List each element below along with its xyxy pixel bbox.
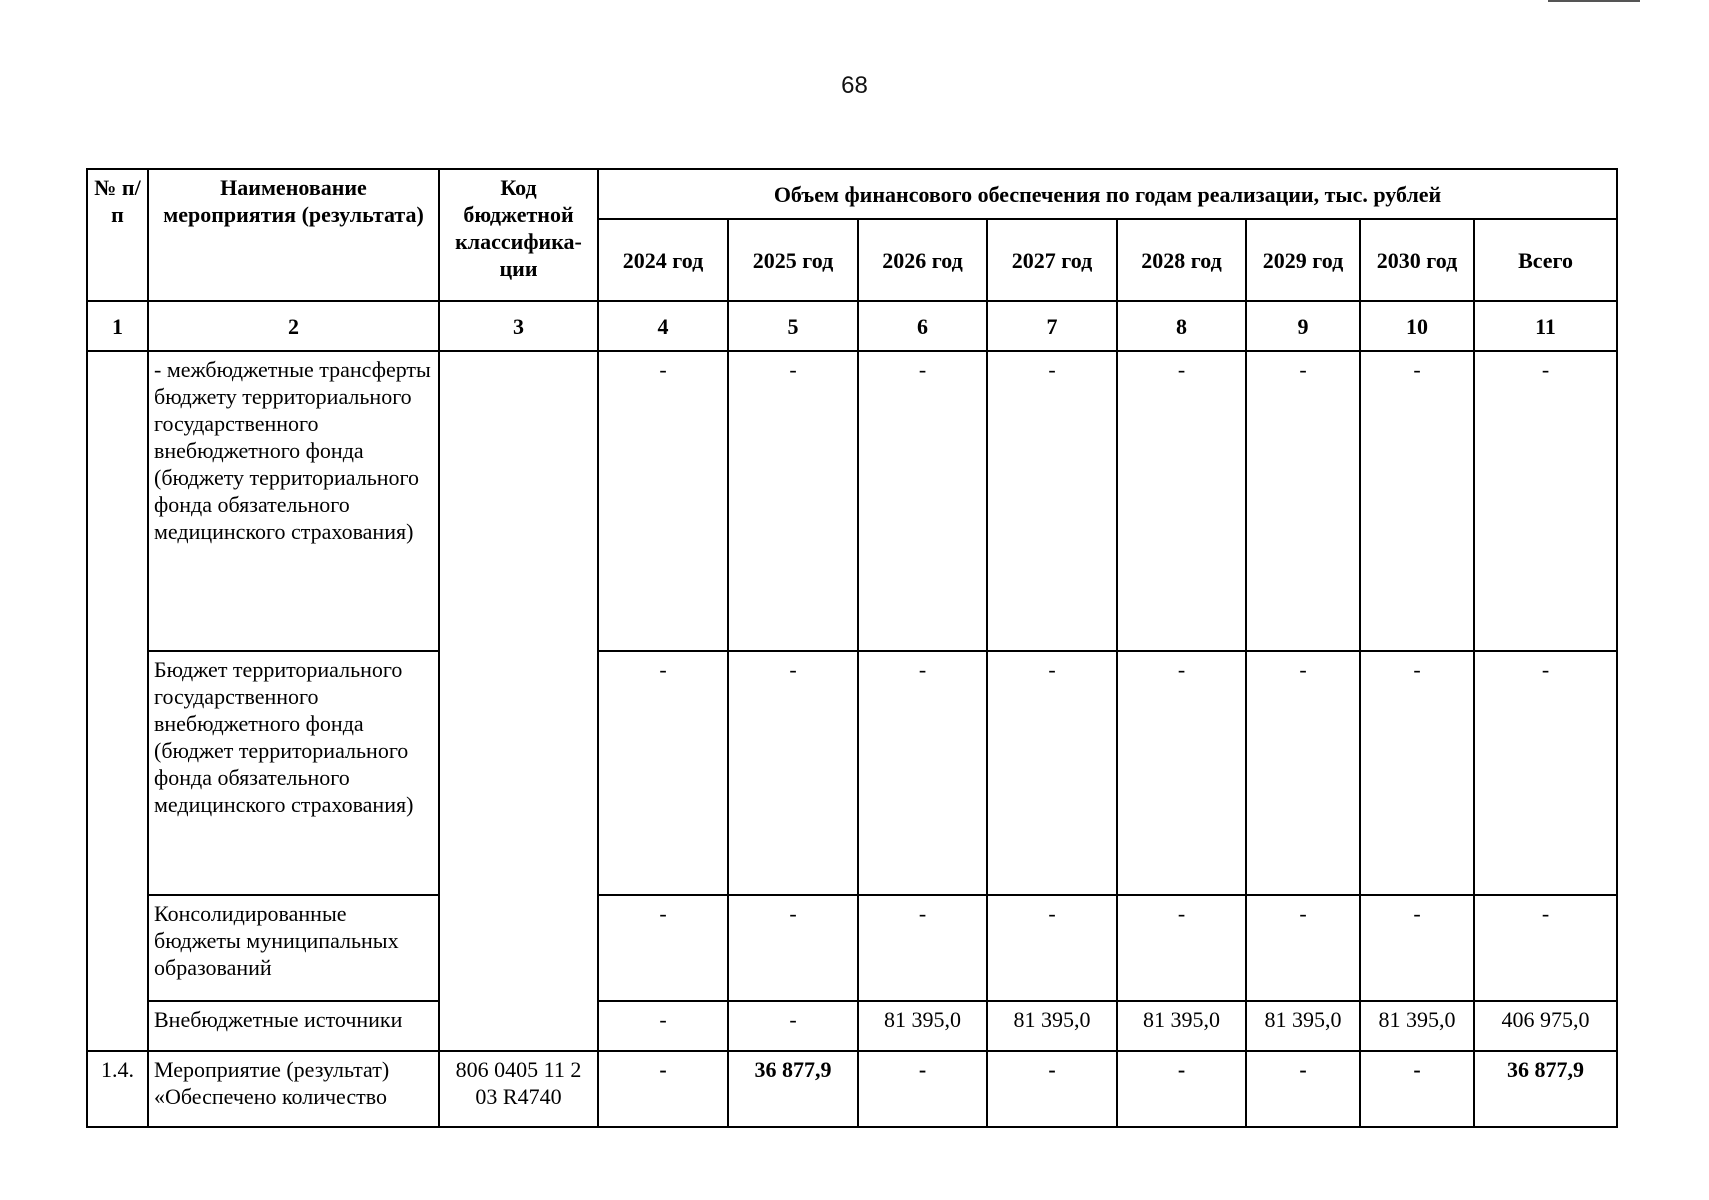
- value-2025: -: [728, 1001, 858, 1051]
- value-total: -: [1474, 351, 1617, 651]
- value-2030: 81 395,0: [1360, 1001, 1474, 1051]
- col-number: 3: [439, 301, 598, 351]
- value-2027: -: [987, 895, 1117, 1001]
- header-volume: Объем финансового обеспечения по годам реализации, тыс. рублей: [598, 169, 1617, 219]
- value-total: 406 975,0: [1474, 1001, 1617, 1051]
- value-2026: -: [858, 351, 987, 651]
- table-row: [87, 895, 1617, 1001]
- value-2024: -: [598, 651, 728, 895]
- value-2029: -: [1246, 895, 1360, 1001]
- col-number: 7: [987, 301, 1117, 351]
- row-num-cell: [87, 351, 148, 1051]
- col-number: 11: [1474, 301, 1617, 351]
- value-2028: -: [1117, 895, 1246, 1001]
- value-total: -: [1474, 651, 1617, 895]
- row-name: Мероприятие (результат) «Обеспечено количество: [148, 1051, 439, 1127]
- value-2025: -: [728, 351, 858, 651]
- col-number: 9: [1246, 301, 1360, 351]
- table-row: [87, 351, 1617, 651]
- value-2024: -: [598, 351, 728, 651]
- value-total: 36 877,9: [1474, 1051, 1617, 1127]
- value-2026: -: [858, 1051, 987, 1127]
- header-total: Всего: [1474, 219, 1617, 301]
- header-name: Наименование мероприятия (результата): [148, 169, 439, 301]
- header-year-2030: 2030 год: [1360, 219, 1474, 301]
- col-number: 10: [1360, 301, 1474, 351]
- row-name: Внебюджетные источники: [148, 1001, 439, 1051]
- top-rule: [1548, 0, 1640, 2]
- value-2026: -: [858, 895, 987, 1001]
- table-row: [87, 1001, 1617, 1051]
- value-2027: 81 395,0: [987, 1001, 1117, 1051]
- value-2027: -: [987, 651, 1117, 895]
- value-2024: -: [598, 1051, 728, 1127]
- value-2027: -: [987, 351, 1117, 651]
- value-2029: -: [1246, 651, 1360, 895]
- table-row: [87, 651, 1617, 895]
- header-year-2029: 2029 год: [1246, 219, 1360, 301]
- col-number: 6: [858, 301, 987, 351]
- value-2025: -: [728, 895, 858, 1001]
- value-total: -: [1474, 895, 1617, 1001]
- row-name: Консолидированные бюджеты муниципальных образований: [148, 895, 439, 1001]
- header-year-2028: 2028 год: [1117, 219, 1246, 301]
- row-name: Бюджет территориального государственного внебюджетного фонда (бюджет территориального фонда обязательного медицинского страхования): [148, 651, 439, 895]
- value-2025: -: [728, 651, 858, 895]
- page-number: 68: [841, 72, 868, 99]
- value-2024: -: [598, 1001, 728, 1051]
- col-number: 4: [598, 301, 728, 351]
- col-number: 8: [1117, 301, 1246, 351]
- header-code: Код бюджетной классифика-ции: [439, 169, 598, 301]
- header-year-2026: 2026 год: [858, 219, 987, 301]
- value-2027: -: [987, 1051, 1117, 1127]
- value-2026: 81 395,0: [858, 1001, 987, 1051]
- value-2025: 36 877,9: [728, 1051, 858, 1127]
- col-number: 1: [87, 301, 148, 351]
- row-name: - межбюджетные трансферты бюджету территориального государственного внебюджетного фонда (бюджету территориального фонда обязательного медицинского страхования): [148, 351, 439, 651]
- value-2030: -: [1360, 351, 1474, 651]
- header-year-2027: 2027 год: [987, 219, 1117, 301]
- row-code-cell: [439, 351, 598, 1051]
- row-num: 1.4.: [87, 1051, 148, 1127]
- table-row: [87, 1051, 1617, 1127]
- value-2030: -: [1360, 895, 1474, 1001]
- col-number: 2: [148, 301, 439, 351]
- value-2029: 81 395,0: [1246, 1001, 1360, 1051]
- value-2030: -: [1360, 1051, 1474, 1127]
- col-number: 5: [728, 301, 858, 351]
- header-year-2024: 2024 год: [598, 219, 728, 301]
- value-2029: -: [1246, 351, 1360, 651]
- financing-table: [86, 168, 1618, 1128]
- value-2026: -: [858, 651, 987, 895]
- value-2028: -: [1117, 651, 1246, 895]
- value-2030: -: [1360, 651, 1474, 895]
- header-year-2025: 2025 год: [728, 219, 858, 301]
- value-2028: 81 395,0: [1117, 1001, 1246, 1051]
- value-2024: -: [598, 895, 728, 1001]
- header-num: № п/п: [87, 169, 148, 301]
- value-2028: -: [1117, 1051, 1246, 1127]
- value-2029: -: [1246, 1051, 1360, 1127]
- row-code: 806 0405 11 2 03 R4740: [439, 1051, 598, 1127]
- value-2028: -: [1117, 351, 1246, 651]
